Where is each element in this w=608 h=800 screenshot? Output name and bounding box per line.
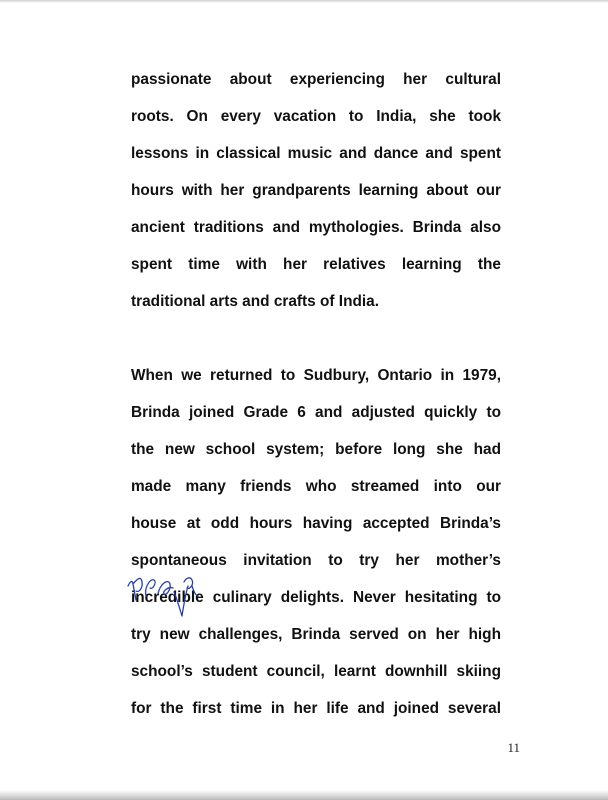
paragraph-line: school’s student council, learnt downhill skiing <box>131 663 501 680</box>
scan-edge-bottom <box>0 790 608 800</box>
paragraph-2 <box>131 357 501 727</box>
paragraph-1 <box>131 61 501 320</box>
scan-edge-top <box>0 0 608 3</box>
paragraph-line: traditional arts and crafts of India. <box>131 293 380 310</box>
paragraph-line: made many friends who streamed into our <box>131 478 501 495</box>
paragraph-line: house at odd hours having accepted Brinda’s <box>131 515 501 532</box>
paragraph-line: Brinda joined Grade 6 and adjusted quickly to <box>131 404 501 421</box>
paragraph-line: try new challenges, Brinda served on her high <box>131 626 501 643</box>
paragraph-line: passionate about experiencing her cultural <box>131 71 501 88</box>
paragraph-line: hours with her grandparents learning about our <box>131 182 501 199</box>
paragraph-line: ancient traditions and mythologies. Brinda also <box>131 219 501 236</box>
paragraph-line: for the first time in her life and joined several <box>131 700 501 717</box>
paragraph-line: lessons in classical music and dance and spent <box>131 145 501 162</box>
paragraph-line: the new school system; before long she had <box>131 441 501 458</box>
paragraph-line: incredible culinary delights. Never hesitating to <box>131 589 501 606</box>
paragraph-line: spontaneous invitation to try her mother’s <box>131 552 501 569</box>
paragraph-line: spent time with her relatives learning the <box>131 256 501 273</box>
paragraph-line: When we returned to Sudbury, Ontario in 1979, <box>131 367 501 384</box>
paragraph-line: roots. On every vacation to India, she took <box>131 108 501 125</box>
page-number: 11 <box>507 740 520 755</box>
